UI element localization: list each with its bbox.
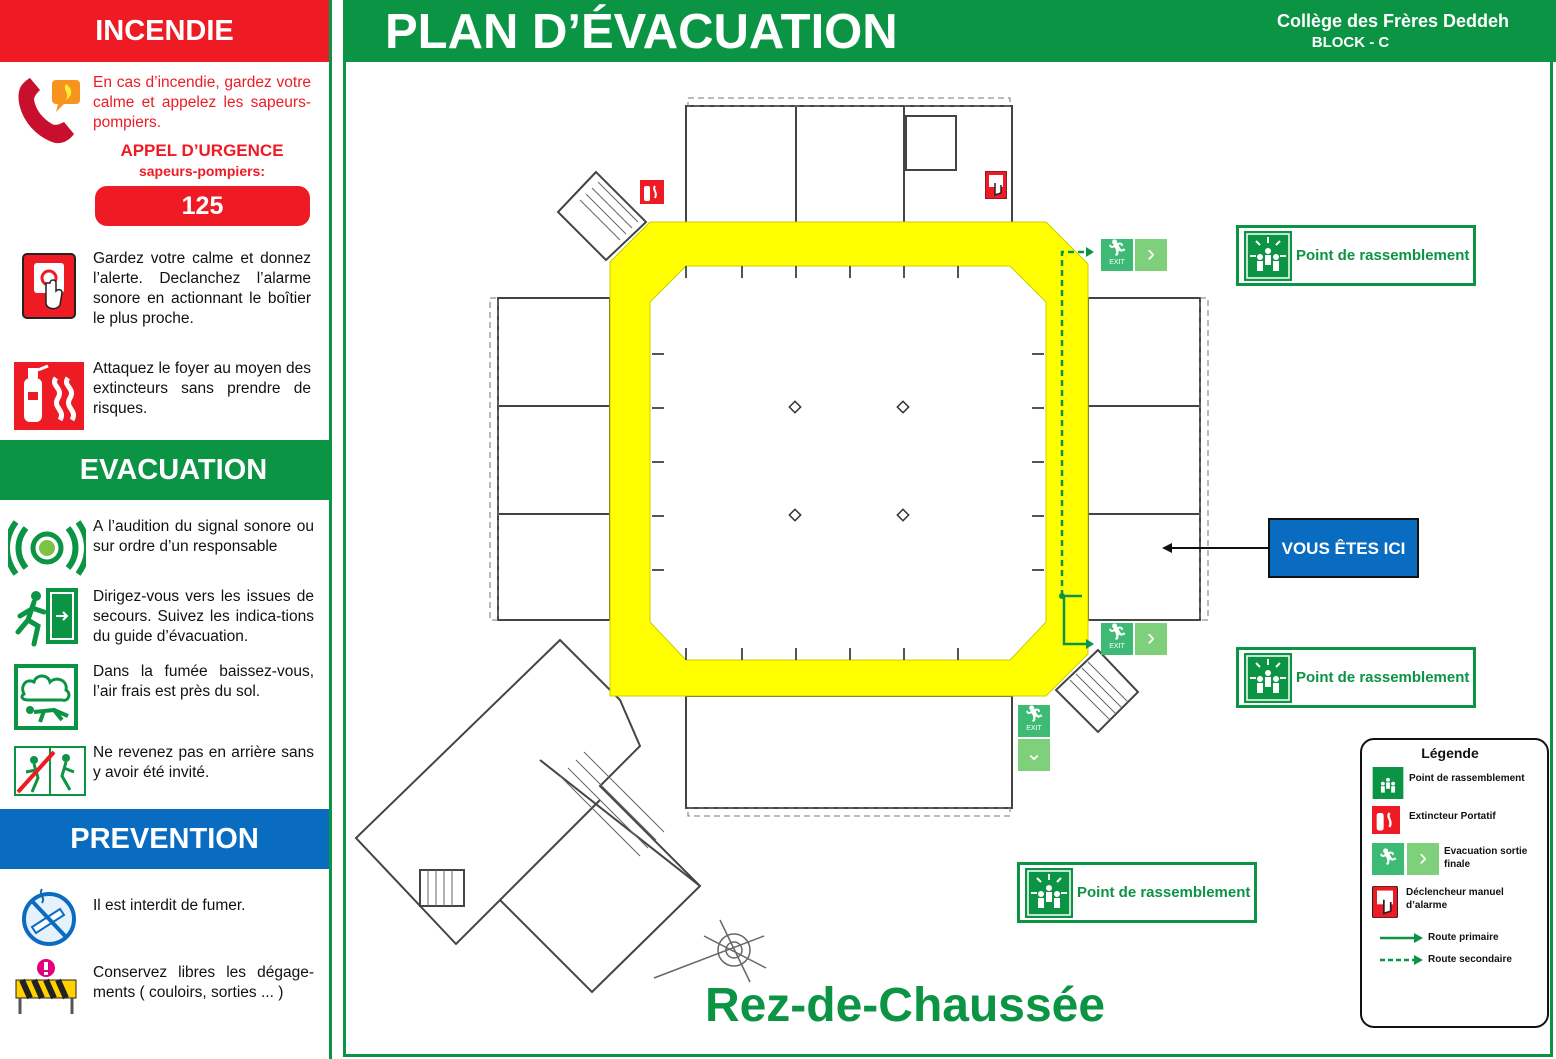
legend-assembly-icon <box>1372 767 1404 799</box>
legend-route-label: Route secondaire <box>1428 954 1512 965</box>
assembly-point-icon <box>1244 231 1292 281</box>
legend-item-label: Déclencheur manuel d’alarme <box>1406 887 1504 911</box>
assembly-point-bottom <box>1017 862 1257 923</box>
exit-sign-bottom-right: 🏃︎ EXIT › <box>1101 623 1167 655</box>
assembly-point-icon <box>1025 868 1073 918</box>
block-label: BLOCK - C <box>1311 34 1390 51</box>
incendie-intro: En cas d’incendie, gardez votre calme et appelez les sapeurs- pompiers. <box>93 74 311 131</box>
legend-item-label: Evacuation sortie finale <box>1444 846 1528 870</box>
assembly-point-right <box>1236 647 1476 708</box>
assembly-point-label: Point de rassemblement <box>1077 884 1251 901</box>
plan-title: PLAN D’ÉVACUATION <box>385 5 898 59</box>
assembly-point-top <box>1236 225 1476 286</box>
clear-exits-instruction: Conservez libres les dégage-ments ( couloirs, sorties ... ) <box>93 964 314 1001</box>
you-are-here-badge: VOUS ÊTES ICI <box>1268 518 1419 578</box>
exit-arrow-down-icon: ⌄ <box>1018 739 1050 771</box>
exit-sign-bottom: 🏃︎ EXIT ⌄ <box>1018 705 1050 771</box>
legend-route-label: Route primaire <box>1428 932 1499 943</box>
legend-title: Légende <box>1421 745 1479 761</box>
assembly-point-label: Point de rassemblement <box>1296 247 1470 264</box>
no-smoking-instruction: Il est interdit de fumer. <box>93 897 246 914</box>
assembly-point-label: Point de rassemblement <box>1296 669 1470 686</box>
incendie-heading: INCENDIE <box>0 0 329 62</box>
corridor-ring <box>610 222 1088 696</box>
legend-exit-icon: 🏃︎ › <box>1372 843 1440 875</box>
exit-arrow-right-icon: › <box>1135 623 1167 655</box>
exit-sign-top: 🏃︎ EXIT › <box>1101 239 1167 271</box>
compass-rose <box>654 920 766 982</box>
legend-secondary-route-icon <box>1380 954 1424 966</box>
legend-extinguisher-icon <box>1372 806 1400 834</box>
evacuation-heading: EVACUATION <box>0 440 329 500</box>
exits-instruction: Dirigez-vous vers les issues de secours. Suivez les indica-tions du guide d’évacuation. <box>93 588 314 645</box>
emergency-number-badge: 125 <box>95 186 310 226</box>
exit-label: EXIT <box>1109 643 1125 650</box>
legend-item-label: Point de rassemblement <box>1409 773 1525 784</box>
alert-instruction: Gardez votre calme et donnez l’alerte. Declanchez l’alarme sonore en actionnant le boîtier le plus proche. <box>93 250 311 327</box>
floor-name: Rez-de-Chaussée <box>704 979 1106 1032</box>
legend-primary-route-icon <box>1380 932 1424 944</box>
no-return-instruction: Ne revenez pas en arrière sans y avoir été invité. <box>93 744 314 781</box>
exit-label: EXIT <box>1026 725 1042 732</box>
prevention-heading: PREVENTION <box>0 809 329 869</box>
school-name: Collège des Frères Deddeh <box>1276 11 1510 31</box>
exit-label: EXIT <box>1109 259 1125 266</box>
plan-extinguisher-icon <box>640 180 664 204</box>
legend-item-label: Extincteur Portatif <box>1409 811 1496 822</box>
urgence-subtitle: sapeurs-pompiers: <box>138 163 266 179</box>
assembly-point-icon <box>1244 653 1292 703</box>
urgence-title: APPEL D’URGENCE <box>120 141 284 160</box>
plan-alarm-button-icon <box>985 171 1007 199</box>
signal-instruction: A l’audition du signal sonore ou sur ordre d’un responsable <box>93 518 314 555</box>
exit-arrow-right-icon: › <box>1135 239 1167 271</box>
legend-box <box>1360 738 1549 1028</box>
extinguisher-instruction: Attaquez le foyer au moyen des extincteurs sans prendre de risques. <box>93 360 311 417</box>
legend-alarm-icon <box>1372 886 1398 918</box>
smoke-instruction: Dans la fumée baissez-vous, l’air frais est près du sol. <box>93 663 314 700</box>
